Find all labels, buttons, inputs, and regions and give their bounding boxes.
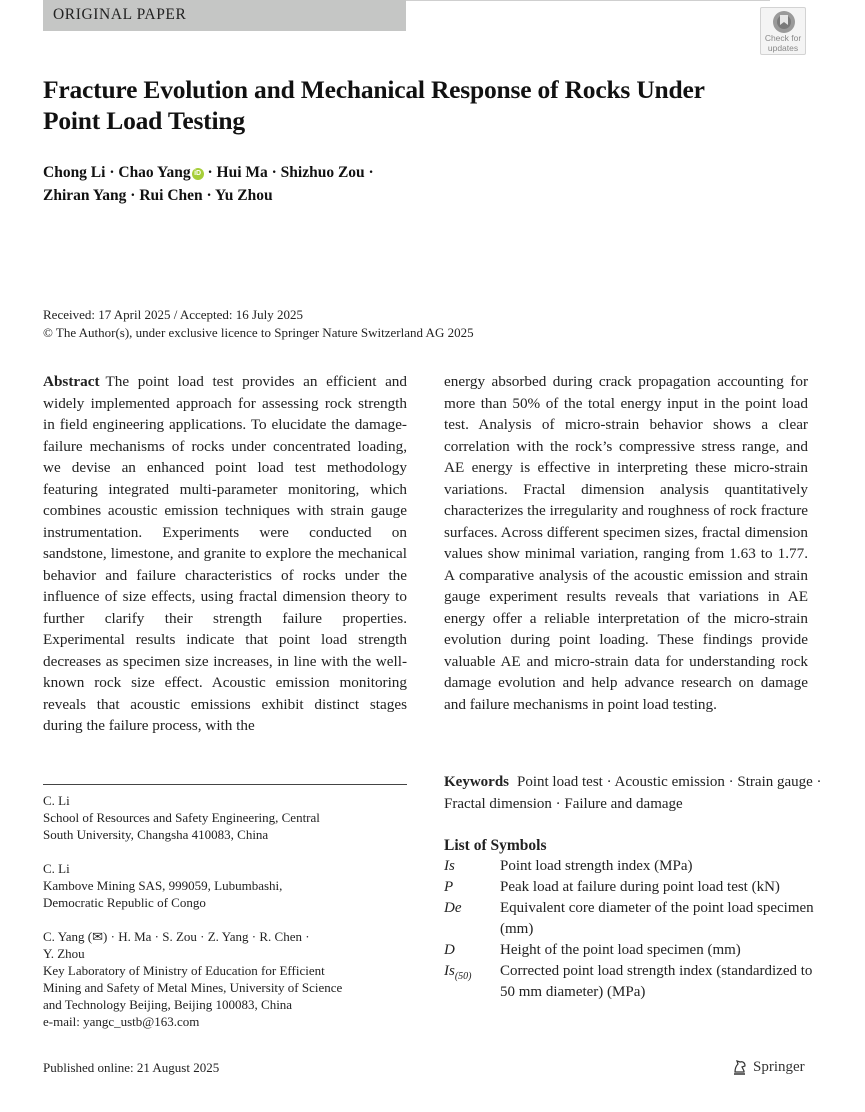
section-banner	[43, 0, 406, 31]
symbol: De	[444, 900, 462, 916]
symbol-row	[444, 940, 824, 961]
author-names-a[interactable]: Chong Li · Chao Yang	[43, 164, 191, 181]
list-of-symbols	[444, 835, 824, 1003]
springer-horse-icon	[732, 1058, 748, 1076]
symbol: Is	[444, 858, 455, 874]
email-link[interactable]: e-mail: yangc_ustb@163.com	[43, 1014, 200, 1029]
envelope-icon[interactable]: ✉	[92, 929, 104, 944]
keywords-heading: Keywords	[444, 774, 509, 790]
symbol-description: Corrected point load strength index (standardized to 50 mm diameter) (MPa)	[500, 963, 813, 1000]
symbol-row	[444, 961, 824, 1003]
affiliation-2	[43, 860, 407, 911]
abstract-text-left: The point load test provides an efficient and widely implemented approach for assessing rock strength in field engineering applications. To elucidate the damage-failure mechanisms of rocks under concentrated loading, we devise an enhanced point load test methodology featuring integrated multi-parameter monitoring, which combines acoustic emission techniques with strain gauge instrumentation. Experiments were conducted on sandstone, limestone, and granite to explore the mechanical behavior and failure characteristics of rocks under the influence of size effects, using fractal dimension theory to further clarify their strength failure properties. Experimental results indicate that point load strength decreases as specimen size increases, in line with the well-known rock size effect. Acoustic emission monitoring reveals that acoustic emissions exhibit distinct stages during the failure process, with the	[43, 373, 407, 734]
abstract-text-right: energy absorbed during crack propagation accounting for more than 50% of the total energy input in the point load test. Analysis of micro-strain behavior shows a clear correlation with the rock’s compressive stress range, and AE energy is effective in interpreting these micro-strain variations. Fractal dimension analysis quantitatively characterizes the irregularity and roughness of rock fracture surfaces. Across different specimen sizes, fractal dimension values show minimal variation, ranging from 1.63 to 1.77. A comparative analysis of the acoustic emission and strain gauge experiment results reveals that variations in AE energy offer a reliable interpretation of the micro-strain evolution during point loading. These findings provide valuable AE and micro-strain data for understanding rock damage evolution and help advance research on damage and failure mechanisms in point load testing.	[444, 373, 808, 713]
abstract-column-right	[444, 371, 808, 715]
affiliation-line: Kambove Mining SAS, 999059, Lubumbashi,	[43, 878, 283, 893]
symbol-row	[444, 856, 824, 877]
top-rule	[406, 0, 770, 1]
affiliation-line: South University, Changsha 410083, China	[43, 827, 269, 842]
section-label: ORIGINAL PAPER	[53, 6, 187, 23]
affiliation-divider	[43, 784, 407, 785]
symbol-description: Peak load at failure during point load test (kN)	[500, 879, 780, 895]
check-updates-line2: updates	[767, 42, 799, 53]
publisher-name: Springer	[753, 1058, 805, 1075]
affiliation-line: School of Resources and Safety Engineering, Central	[43, 810, 320, 825]
check-updates-line1: Check for	[764, 33, 802, 43]
abstract-column-left	[43, 371, 407, 737]
author-list	[43, 161, 443, 207]
affiliation-names-line2: Y. Zhou	[43, 946, 85, 961]
affiliation-names	[43, 928, 407, 945]
symbol-row	[444, 877, 824, 898]
affiliation-line: Mining and Safety of Metal Mines, University of Science	[43, 980, 343, 995]
symbol: D	[444, 942, 455, 958]
symbol: P	[444, 879, 454, 895]
affiliation-1	[43, 792, 407, 843]
author-line-1	[43, 161, 443, 184]
copyright-notice: © The Author(s), under exclusive licence to Springer Nature Switzerland AG 2025	[43, 325, 474, 340]
received-accepted: Received: 17 April 2025 / Accepted: 16 July 2025	[43, 307, 303, 322]
published-date: Published online: 21 August 2025	[43, 1060, 220, 1075]
affiliation-line: Key Laboratory of Ministry of Education for Efficient	[43, 963, 325, 978]
check-updates-text	[761, 34, 805, 53]
affiliation-names: C. Li	[43, 793, 70, 808]
keywords-section	[444, 772, 824, 815]
corresponding-author: C. Yang (	[43, 929, 93, 944]
author-line-2[interactable]: Zhiran Yang · Rui Chen · Yu Zhou	[43, 187, 273, 204]
symbol-row	[444, 898, 824, 940]
affiliation-line: and Technology Beijing, Beijing 100083, China	[43, 997, 293, 1012]
symbols-heading: List of Symbols	[444, 837, 547, 854]
orcid-icon[interactable]: iD	[192, 168, 204, 180]
publisher-logo[interactable]	[732, 1058, 805, 1076]
abstract-heading: Abstract	[43, 373, 100, 390]
symbol-description: Equivalent core diameter of the point load specimen (mm)	[500, 900, 814, 937]
symbol: $Is_{(50)}$	[444, 963, 472, 982]
affiliation-names: C. Li	[43, 861, 70, 876]
symbol-description: Height of the point load specimen (mm)	[500, 942, 741, 958]
author-names-b[interactable]: · Hui Ma · Shizhuo Zou ·	[203, 164, 374, 181]
article-title: Fracture Evolution and Mechanical Response of Rocks Under Point Load Testing	[43, 75, 705, 135]
symbol-description: Point load strength index (MPa)	[500, 858, 693, 874]
keywords-text: Point load test · Acoustic emission · Strain gauge · Fractal dimension · Failure and damage	[444, 774, 822, 812]
affiliation-line: Democratic Republic of Congo	[43, 895, 206, 910]
check-for-updates-button[interactable]	[760, 7, 806, 55]
coauthor-names: ) · H. Ma · S. Zou · Z. Yang · R. Chen ·	[103, 929, 310, 944]
article-dates	[43, 306, 474, 342]
affiliation-3	[43, 928, 407, 1030]
